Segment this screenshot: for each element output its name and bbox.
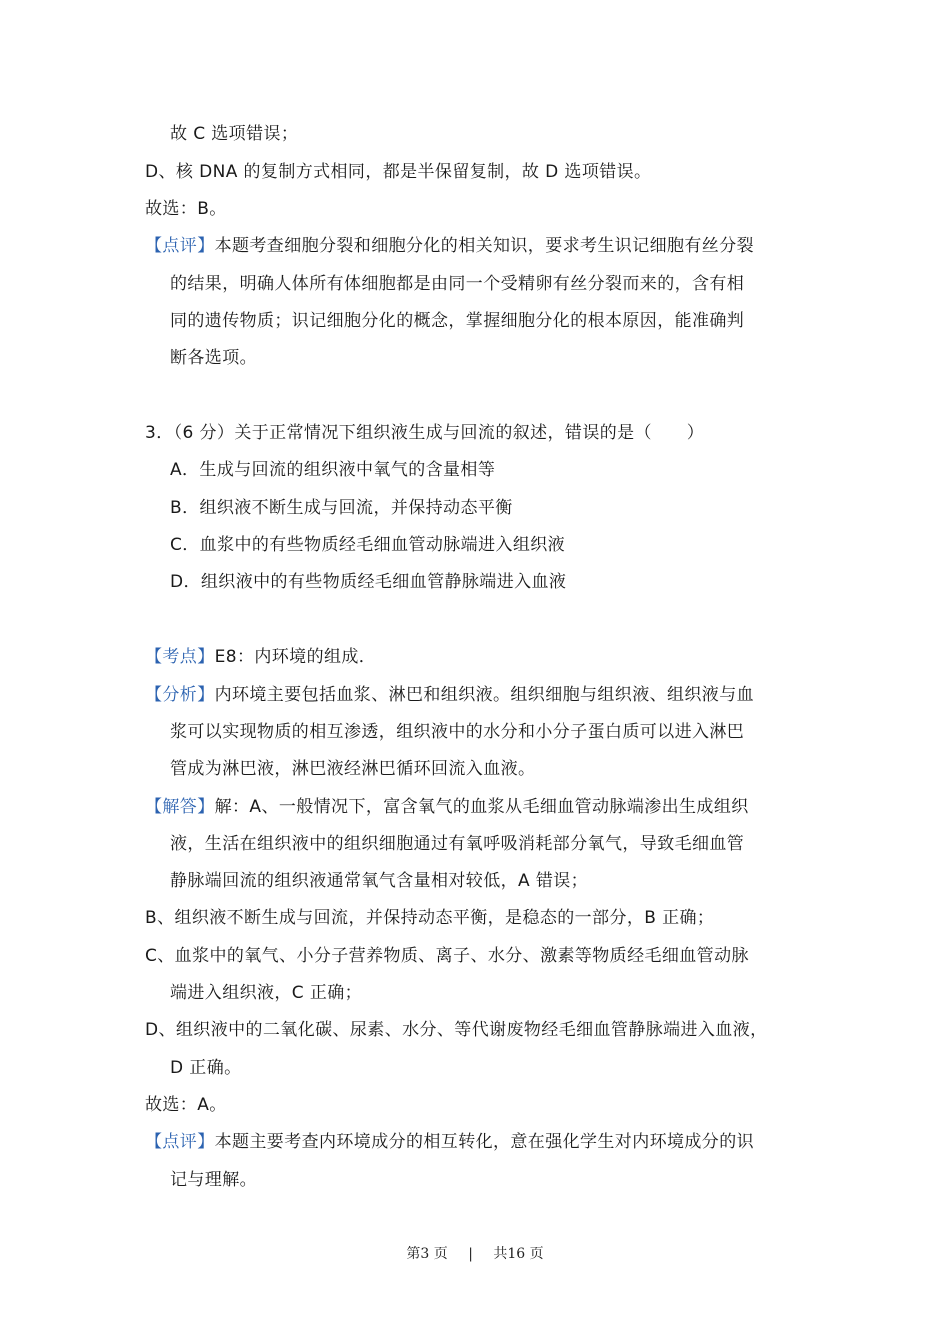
comment-line-4: 断各选项。 [170,348,257,368]
kaodian-tag: 【考点】 [145,647,215,667]
answer-d-line-2: D 正确。 [170,1058,242,1078]
question-option-b: B．组织液不断生成与回流，并保持动态平衡 [170,498,513,518]
option-d-explanation: D、核 DNA 的复制方式相同，都是半保留复制，故 D 选项错误。 [145,162,652,182]
jieda-line-2: 液，生活在组织液中的组织细胞通过有氧呼吸消耗部分氧气，导致毛细血管 [170,834,745,854]
page-footer [0,1244,950,1264]
comment-line-3: 同的遗传物质；识记细胞分化的概念，掌握细胞分化的根本原因，能准确判 [170,311,745,331]
question-option-c: C．血浆中的有些物质经毛细血管动脉端进入组织液 [170,535,566,555]
dianping-tag: 【点评】 [145,1132,215,1152]
fenxi-text: 内环境主要包括血浆、淋巴和组织液。组织细胞与组织液、组织液与血 [214,685,755,705]
question-option-d: D．组织液中的有些物质经毛细血管静脉端进入血液 [170,572,567,592]
question-stem: 3．（6 分）关于正常情况下组织液生成与回流的叙述，错误的是（ ） [145,423,705,443]
kaodian-text: E8：内环境的组成． [214,647,377,667]
jieda-line-1 [145,795,749,819]
answer-line: 故选：B。 [145,199,227,219]
page-number: 第3 页 [406,1246,448,1262]
dianping-line-1 [145,1130,754,1154]
answer-c-line-1: C、血浆中的氧气、小分子营养物质、离子、水分、激素等物质经毛细血管动脉 [145,946,749,966]
comment-tag: 【点评】 [145,236,215,256]
jieda-line-3: 静脉端回流的组织液通常氧气含量相对较低，A 错误； [170,871,589,891]
answer-d-line-1: D、组织液中的二氧化碳、尿素、水分、等代谢废物经毛细血管静脉端进入血液， [145,1020,768,1040]
dianping-line-2: 记与理解。 [170,1170,257,1190]
fenxi-tag: 【分析】 [145,685,215,705]
kaodian-line [145,645,376,669]
fenxi-line-2: 浆可以实现物质的相互渗透，组织液中的水分和小分子蛋白质可以进入淋巴 [170,722,745,742]
total-pages: 共16 页 [493,1246,544,1262]
jieda-tag: 【解答】 [145,797,215,817]
answer-c-line-2: 端进入组织液，C 正确； [170,983,363,1003]
question-option-a: A．生成与回流的组织液中氧气的含量相等 [170,460,496,480]
fenxi-line-3: 管成为淋巴液，淋巴液经淋巴循环回流入血液。 [170,759,536,779]
fenxi-line-1 [145,683,754,707]
comment-text: 本题考查细胞分裂和细胞分化的相关知识，要求考生识记细胞有丝分裂 [214,236,755,256]
jieda-text: 解：A、一般情况下，富含氧气的血浆从毛细血管动脉端渗出生成组织 [214,797,749,817]
comment-line-1 [145,234,754,258]
footer-separator: | [468,1246,473,1262]
final-answer-line: 故选：A。 [145,1095,227,1115]
comment-line-2: 的结果，明确人体所有体细胞都是由同一个受精卵有丝分裂而来的，含有相 [170,274,745,294]
option-c-conclusion: 故 C 选项错误； [170,124,299,144]
dianping-text: 本题主要考查内环境成分的相互转化，意在强化学生对内环境成分的识 [214,1132,755,1152]
answer-b-line: B、组织液不断生成与回流，并保持动态平衡，是稳态的一部分，B 正确； [145,908,715,928]
